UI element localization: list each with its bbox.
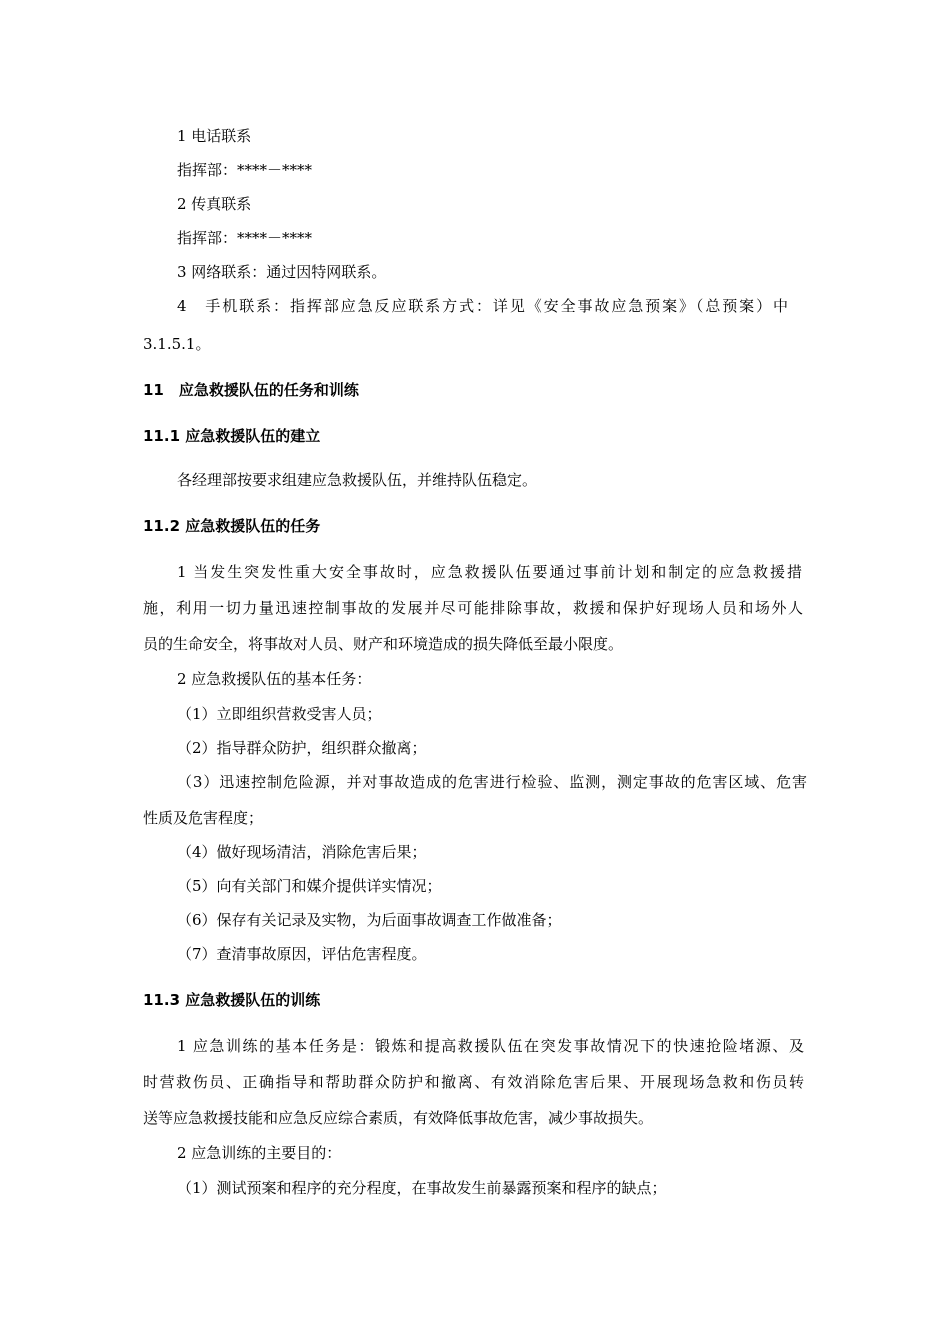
section-11-2-heading: 11.2 应急救援队伍的任务 xyxy=(143,517,321,535)
task-item-6: （6）保存有关记录及实物，为后面事故调查工作做准备； xyxy=(177,911,562,929)
section-11-2-para1-line3: 员的生命安全，将事故对人员、财产和环境造成的损失降低至最小限度。 xyxy=(143,635,624,653)
section-11-3-para1-line3: 送等应急救援技能和应急反应综合素质，有效降低事故危害，减少事故损失。 xyxy=(143,1109,654,1127)
phone-contact-title: 1 电话联系 xyxy=(177,127,252,145)
task-item-3-line2: 性质及危害程度； xyxy=(143,809,264,827)
mobile-contact-line-1: 4 手机联系：指挥部应急反应联系方式：详见《安全事故应急预案》（总预案）中 xyxy=(177,297,788,315)
section-11-heading: 11 应急救援队伍的任务和训练 xyxy=(143,381,359,399)
section-11-2-para1-line1: 1 当发生突发性重大安全事故时，应急救援队伍要通过事前计划和制定的应急救援措 xyxy=(177,563,802,581)
section-11-1-paragraph: 各经理部按要求组建应急救援队伍，并维持队伍稳定。 xyxy=(177,471,538,489)
task-item-5: （5）向有关部门和媒介提供详实情况； xyxy=(177,877,442,895)
task-item-4: （4）做好现场清洁，消除危害后果； xyxy=(177,843,427,861)
task-item-7: （7）查清事故原因，评估危害程度。 xyxy=(177,945,427,963)
task-item-3-line1: （3）迅速控制危险源，并对事故造成的危害进行检验、监测，测定事故的危害区域、危害 xyxy=(177,773,807,791)
fax-contact-value: 指挥部：****－**** xyxy=(177,229,313,247)
task-item-1: （1）立即组织营救受害人员； xyxy=(177,705,382,723)
section-11-3-para1-line2: 时营救伤员、正确指导和帮助群众防护和撤离、有效消除危害后果、开展现场急救和伤员转 xyxy=(143,1073,804,1091)
fax-contact-title: 2 传真联系 xyxy=(177,195,252,213)
section-11-3-para1-line1: 1 应急训练的基本任务是：锻炼和提高救援队伍在突发事故情况下的快速抢险堵源、及 xyxy=(177,1037,804,1055)
task-item-2: （2）指导群众防护，组织群众撤离； xyxy=(177,739,427,757)
mobile-contact-line-2: 3.1.5.1。 xyxy=(143,335,211,353)
section-11-2-para2: 2 应急救援队伍的基本任务： xyxy=(177,670,372,688)
section-11-2-para1-line2: 施，利用一切力量迅速控制事故的发展并尽可能排除事故，救援和保护好现场人员和场外人 xyxy=(143,599,803,617)
section-11-3-heading: 11.3 应急救援队伍的训练 xyxy=(143,991,321,1009)
section-11-1-heading: 11.1 应急救援队伍的建立 xyxy=(143,427,321,445)
network-contact: 3 网络联系：通过因特网联系。 xyxy=(177,263,387,281)
section-11-3-para2: 2 应急训练的主要目的： xyxy=(177,1144,342,1162)
phone-contact-value: 指挥部：****－**** xyxy=(177,161,313,179)
training-item-1: （1）测试预案和程序的充分程度，在事故发生前暴露预案和程序的缺点； xyxy=(177,1179,667,1197)
